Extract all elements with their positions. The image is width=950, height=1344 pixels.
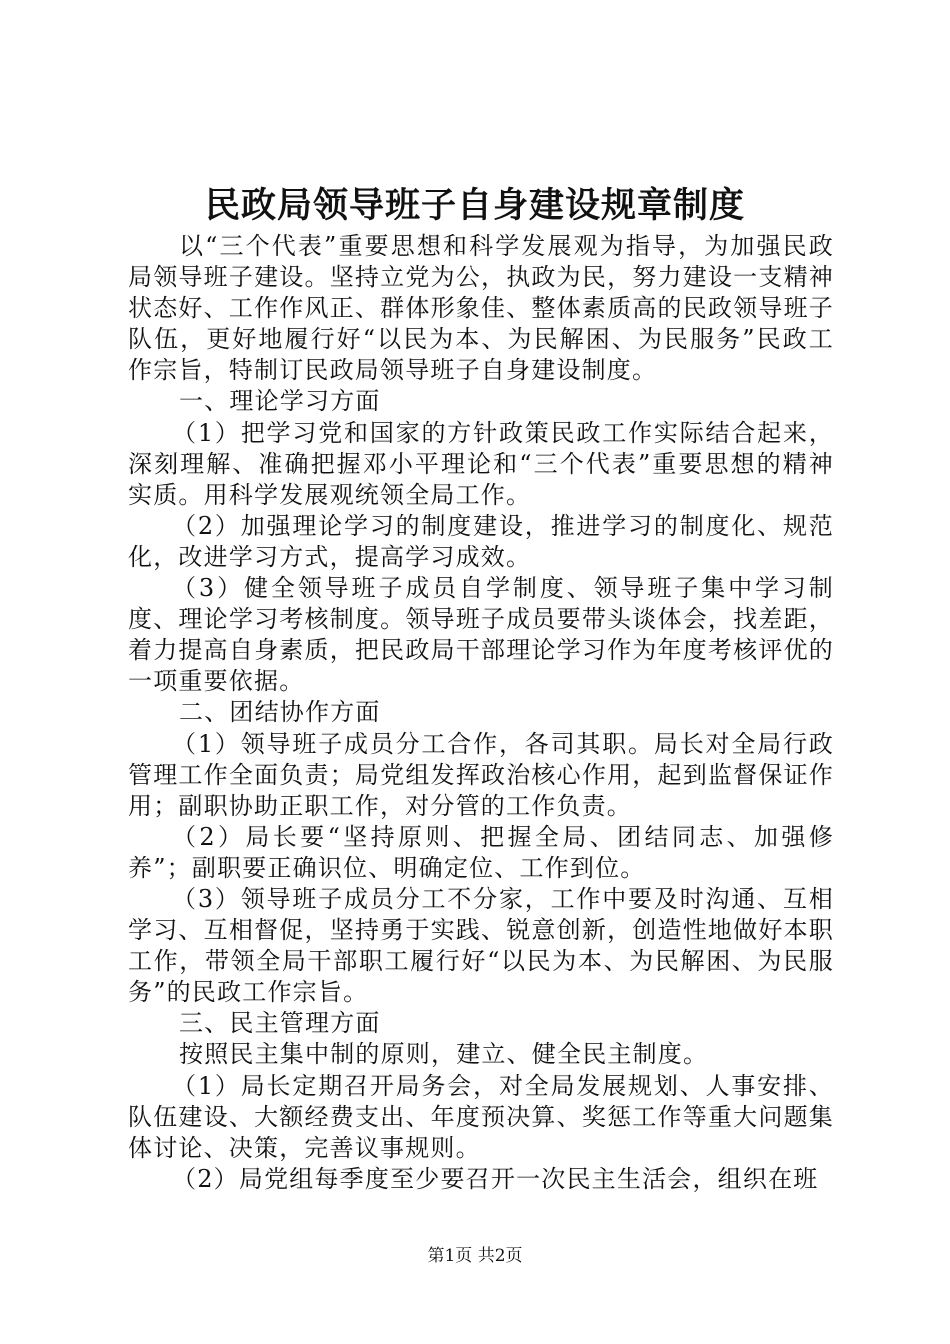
intro-paragraph: 以“三个代表”重要思想和科学发展观为指导，为加强民政局领导班子建设。坚持立党为公，执政为民，努力建设一支精神状态好、工作作风正、群体形象佳、整体素质高的民政领导班子队伍，更好地履行好“以民为本、为民解困、为民服务”民政工作宗旨，特制订民政局领导班子自身建设制度。	[128, 232, 834, 385]
teamwork-item-2: （2）局长要“坚持原则、把握全局、团结同志、加强修养”；副职要正确识位、明确定位、工作到位。	[128, 822, 834, 882]
teamwork-item-1: （1）领导班子成员分工合作，各司其职。局长对全局行政管理工作全面负责；局党组发挥政治核心作用，起到监督保证作用；副职协助正职工作，对分管的工作负责。	[128, 729, 834, 820]
section-heading-theory-study: 一、理论学习方面	[179, 387, 381, 416]
democratic-item-1: （1）局长定期召开局务会，对全局发展规划、人事安排、队伍建设、大额经费支出、年度预决算、奖惩工作等重大问题集体讨论、决策，完善议事规则。	[128, 1071, 834, 1162]
teamwork-item-3: （3）领导班子成员分工不分家，工作中要及时沟通、互相学习、互相督促，坚持勇于实践、锐意创新，创造性地做好本职工作，带领全局干部职工履行好“以民为本、为民解困、为民服务”的民政工作宗旨。	[128, 884, 834, 1007]
theory-item-2: （2）加强理论学习的制度建设，推进学习的制度化、规范化，改进学习方式，提高学习成效。	[128, 511, 834, 571]
theory-item-3: （3）健全领导班子成员自学制度、领导班子集中学习制度、理论学习考核制度。领导班子成员要带头谈体会，找差距，着力提高自身素质，把民政局干部理论学习作为年度考核评优的一项重要依据。	[128, 574, 834, 696]
theory-item-1: （1）把学习党和国家的方针政策民政工作实际结合起来，深刻理解、准确把握邓小平理论和“三个代表”重要思想的精神实质。用科学发展观统领全局工作。	[128, 418, 834, 509]
democratic-management-intro: 按照民主集中制的原则，建立、健全民主制度。	[179, 1040, 709, 1069]
document-body	[128, 231, 834, 1195]
section-heading-teamwork: 二、团结协作方面	[179, 698, 381, 727]
democratic-item-2: （2）局党组每季度至少要召开一次民主生活会，组织在班	[172, 1164, 819, 1193]
page-number-footer: 第1页 共2页	[427, 1246, 523, 1266]
section-heading-democratic-management: 三、民主管理方面	[179, 1009, 381, 1038]
document-title: 民政局领导班子自身建设规章制度	[204, 185, 745, 226]
